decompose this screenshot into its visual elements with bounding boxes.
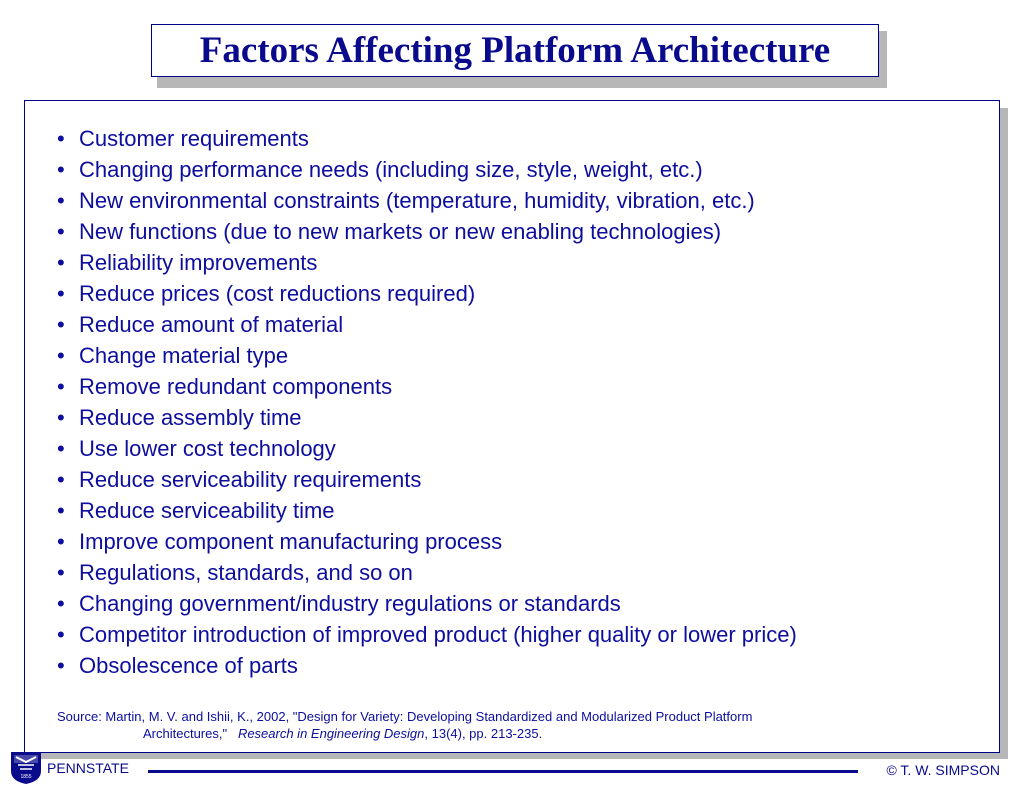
bullet-dot-icon: • — [57, 467, 65, 492]
bullet-text: Reliability improvements — [79, 250, 318, 275]
source-line-2 — [57, 725, 957, 742]
bullet-text: Reduce serviceability time — [79, 498, 335, 523]
bullet-item — [57, 588, 797, 619]
pennstate-shield-logo — [10, 751, 42, 785]
bullet-text: Reduce assembly time — [79, 405, 302, 430]
bullet-item — [57, 495, 797, 526]
bullet-dot-icon: • — [57, 157, 65, 182]
slide-title: Factors Affecting Platform Architecture — [199, 30, 831, 71]
bullet-item — [57, 216, 797, 247]
bullet-dot-icon: • — [57, 591, 65, 616]
bullet-list — [57, 123, 797, 681]
bullet-item — [57, 185, 797, 216]
bullet-item — [57, 309, 797, 340]
bullet-dot-icon: • — [57, 560, 65, 585]
bullet-item — [57, 650, 797, 681]
bullet-dot-icon: • — [57, 281, 65, 306]
source-citation — [57, 708, 957, 742]
bullet-dot-icon: • — [57, 653, 65, 678]
bullet-text: New environmental constraints (temperature, humidity, vibration, etc.) — [79, 188, 755, 213]
bullet-text: Change material type — [79, 343, 289, 368]
bullet-text: Reduce prices (cost reductions required) — [79, 281, 476, 306]
bullet-dot-icon: • — [57, 126, 65, 151]
source-line-2-prefix: Architectures," — [143, 726, 228, 741]
bullet-item — [57, 278, 797, 309]
bullet-dot-icon: • — [57, 622, 65, 647]
bullet-dot-icon: • — [57, 312, 65, 337]
bullet-item — [57, 433, 797, 464]
bullet-item — [57, 464, 797, 495]
source-journal: Research in Engineering Design — [237, 726, 425, 741]
bullet-item — [57, 402, 797, 433]
bullet-text: Competitor introduction of improved product (higher quality or lower price) — [79, 622, 797, 647]
content-panel — [24, 100, 1000, 753]
copyright-notice: © T. W. SIMPSON — [886, 762, 1000, 778]
source-line-2-suffix: , 13(4), pp. 213-235. — [424, 726, 543, 741]
bullet-item — [57, 619, 797, 650]
bullet-text: New functions (due to new markets or new enabling technologies) — [79, 219, 722, 244]
bullet-text: Reduce serviceability requirements — [79, 467, 422, 492]
bullet-item — [57, 154, 797, 185]
bullet-text: Changing performance needs (including size, style, weight, etc.) — [79, 157, 703, 182]
bullet-dot-icon: • — [57, 529, 65, 554]
bullet-item — [57, 123, 797, 154]
bullet-text: Regulations, standards, and so on — [79, 560, 413, 585]
bullet-dot-icon: • — [57, 250, 65, 275]
bullet-item — [57, 557, 797, 588]
bullet-dot-icon: • — [57, 219, 65, 244]
source-line-1: Source: Martin, M. V. and Ishii, K., 2002, "Design for Variety: Developing Standardized and Modularized Product Platform — [57, 709, 753, 724]
bullet-item — [57, 340, 797, 371]
bullet-item — [57, 526, 797, 557]
bullet-text: Improve component manufacturing process — [79, 529, 503, 554]
bullet-text: Reduce amount of material — [79, 312, 344, 337]
bullet-dot-icon: • — [57, 405, 65, 430]
footer-rule — [148, 770, 858, 773]
title-box — [151, 24, 879, 77]
bullet-text: Customer requirements — [79, 126, 309, 151]
bullet-dot-icon: • — [57, 498, 65, 523]
bullet-text: Obsolescence of parts — [79, 653, 298, 678]
bullet-item — [57, 371, 797, 402]
bullet-dot-icon: • — [57, 374, 65, 399]
bullet-text: Changing government/industry regulations or standards — [79, 591, 621, 616]
bullet-text: Use lower cost technology — [79, 436, 336, 461]
bullet-dot-icon: • — [57, 188, 65, 213]
pennstate-wordmark: PENNSTATE — [47, 760, 129, 776]
bullet-item — [57, 247, 797, 278]
logo-year: 1855 — [20, 774, 32, 780]
bullet-dot-icon: • — [57, 436, 65, 461]
bullet-dot-icon: • — [57, 343, 65, 368]
bullet-text: Remove redundant components — [79, 374, 393, 399]
